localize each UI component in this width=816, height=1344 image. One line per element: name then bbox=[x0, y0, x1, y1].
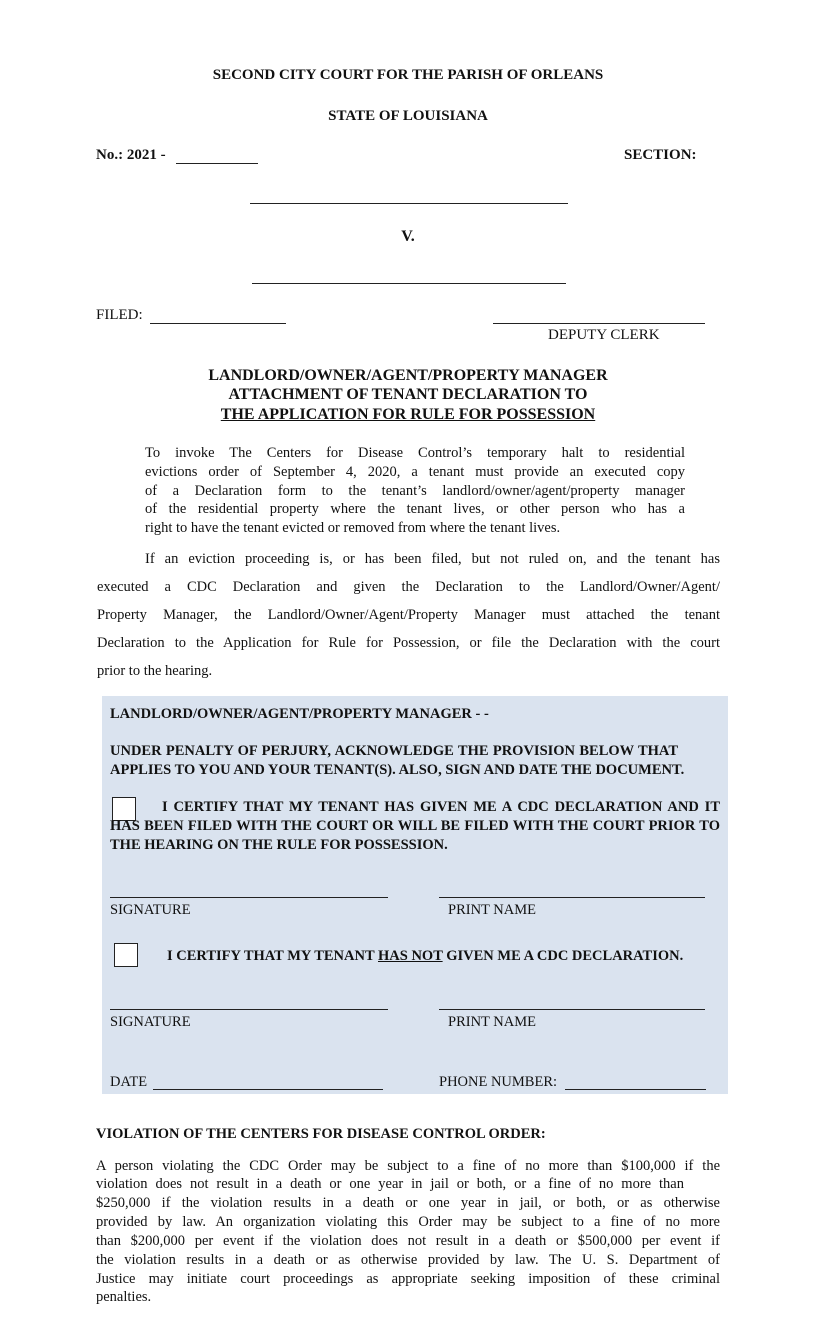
intro-p2-line: executed a CDC Declaration and given the Declaration to the Landlord/Owner/Agent/ bbox=[97, 579, 720, 595]
versus-label: V. bbox=[401, 228, 415, 245]
violation-line: than $200,000 per event if the violation does not result in a death or $500,000 per event if bbox=[96, 1233, 720, 1249]
option-2-emphasis: HAS NOT bbox=[378, 948, 443, 964]
filed-date-line[interactable] bbox=[150, 323, 286, 324]
option-2-print-name-label: PRINT NAME bbox=[448, 1014, 536, 1030]
violation-line: A person violating the CDC Order may be subject to a fine of no more than $100,000 if the bbox=[96, 1158, 720, 1174]
violation-line: Justice may initiate court proceedings as appropriate seeking imposition of these criminal bbox=[96, 1271, 720, 1287]
option-1-signature-line[interactable] bbox=[110, 897, 388, 898]
violation-line: provided by law. An organization violating this Order may be subject to a fine of no more bbox=[96, 1214, 720, 1230]
intro-p1-line: right to have the tenant evicted or removed from where the tenant lives. bbox=[145, 520, 561, 536]
phone-line[interactable] bbox=[565, 1089, 706, 1090]
title-line-3: THE APPLICATION FOR RULE FOR POSSESSION bbox=[220, 406, 596, 423]
deputy-clerk-line[interactable] bbox=[493, 323, 705, 324]
deputy-clerk-label: DEPUTY CLERK bbox=[548, 327, 660, 343]
violation-line: penalties. bbox=[96, 1289, 152, 1305]
intro-p2-line: If an eviction proceeding is, or has been filed, but not ruled on, and the tenant has bbox=[145, 551, 720, 567]
title-line-1: LANDLORD/OWNER/AGENT/PROPERTY MANAGER bbox=[208, 367, 608, 384]
section-label: SECTION: bbox=[624, 147, 697, 163]
intro-p2-line: prior to the hearing. bbox=[97, 663, 213, 679]
violation-line: violation does not result in a death or one year in jail or both, or a fine of no more than bbox=[96, 1176, 684, 1192]
state-name: STATE OF LOUISIANA bbox=[328, 108, 488, 124]
option-1-print-name-label: PRINT NAME bbox=[448, 902, 536, 918]
intro-p2-line: Declaration to the Application for Rule for Possession, or file the Declaration with the court bbox=[97, 635, 720, 651]
option-2-signature-line[interactable] bbox=[110, 1009, 388, 1010]
violation-heading: VIOLATION OF THE CENTERS FOR DISEASE CONTROL ORDER: bbox=[96, 1126, 546, 1142]
option-1-text-line-2: HAS BEEN FILED WITH THE COURT OR WILL BE FILED WITH THE COURT PRIOR TO bbox=[110, 818, 720, 834]
intro-p1-line: evictions order of September 4, 2020, a tenant must provide an executed copy bbox=[145, 464, 685, 480]
violation-line: the violation results in a death or as otherwise provided by law. The U. S. Department of bbox=[96, 1252, 720, 1268]
panel-instruction-1: UNDER PENALTY OF PERJURY, ACKNOWLEDGE THE PROVISION BELOW THAT bbox=[110, 743, 678, 759]
intro-p1-line: To invoke The Centers for Disease Control’s temporary halt to residential bbox=[145, 445, 685, 461]
case-number-label: No.: 2021 - bbox=[96, 147, 166, 163]
option-2-print-name-line[interactable] bbox=[439, 1009, 705, 1010]
option-1-print-name-line[interactable] bbox=[439, 897, 705, 898]
title-line-2: ATTACHMENT OF TENANT DECLARATION TO bbox=[228, 386, 588, 403]
option-1-text-line-1: I CERTIFY THAT MY TENANT HAS GIVEN ME A CDC DECLARATION AND IT bbox=[162, 799, 720, 815]
filed-label: FILED: bbox=[96, 307, 143, 323]
date-label: DATE bbox=[110, 1074, 148, 1090]
plaintiff-line[interactable] bbox=[250, 203, 568, 204]
date-line[interactable] bbox=[153, 1089, 383, 1090]
violation-line: $250,000 if the violation results in a death or one year in jail, or both, or as otherwise bbox=[96, 1195, 720, 1211]
intro-p1-line: of the residential property where the tenant lives, or other person who has a bbox=[145, 501, 685, 517]
option-2-text: I CERTIFY THAT MY TENANT HAS NOT GIVEN ME A CDC DECLARATION. bbox=[167, 948, 684, 964]
case-number-field[interactable] bbox=[176, 163, 258, 164]
intro-p1-line: of a Declaration form to the tenant’s landlord/owner/agent/property manager bbox=[145, 483, 685, 499]
court-name: SECOND CITY COURT FOR THE PARISH OF ORLEANS bbox=[212, 67, 604, 83]
panel-heading: LANDLORD/OWNER/AGENT/PROPERTY MANAGER - - bbox=[110, 706, 489, 722]
option-1-signature-label: SIGNATURE bbox=[110, 902, 191, 918]
option-1-text-line-3: THE HEARING ON THE RULE FOR POSSESSION. bbox=[110, 837, 448, 853]
intro-p2-line: Property Manager, the Landlord/Owner/Agent/Property Manager must attached the tenant bbox=[97, 607, 720, 623]
defendant-line[interactable] bbox=[252, 283, 566, 284]
panel-instruction-2: APPLIES TO YOU AND YOUR TENANT(S). ALSO, SIGN AND DATE THE DOCUMENT. bbox=[110, 762, 685, 778]
option-2-checkbox[interactable] bbox=[114, 943, 138, 967]
option-2-signature-label: SIGNATURE bbox=[110, 1014, 191, 1030]
phone-label: PHONE NUMBER: bbox=[439, 1074, 558, 1090]
